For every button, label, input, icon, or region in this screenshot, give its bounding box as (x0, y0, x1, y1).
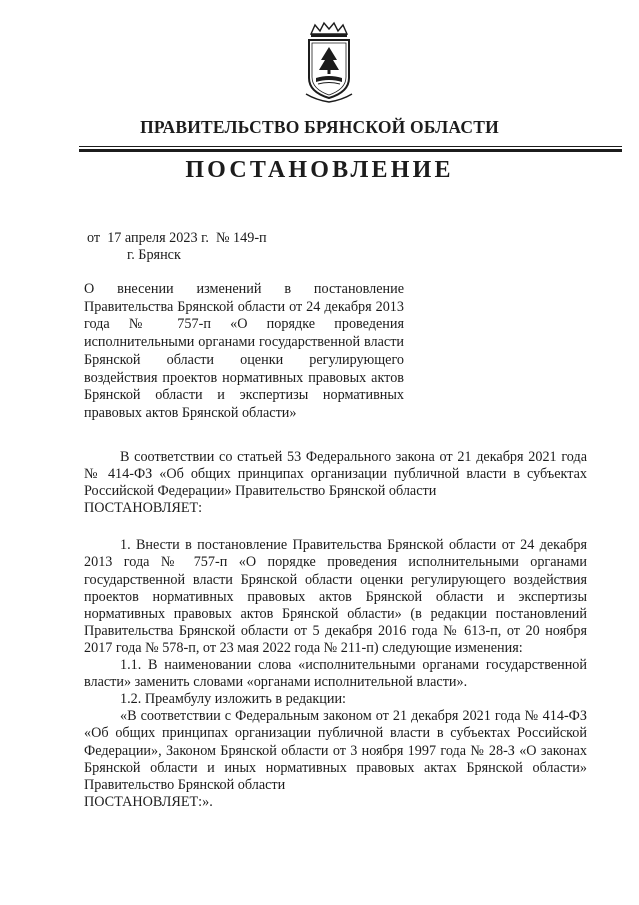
preamble-resolves: ПОСТАНОВЛЯЕТ: (84, 500, 203, 517)
item-1-1: 1.1. В наименовании слова «исполнительными органами государственной власти» заменить словами «органами исполнительной власти». (84, 657, 587, 691)
document-type-title: ПОСТАНОВЛЕНИЕ (185, 157, 454, 183)
header-divider-thin (79, 146, 622, 147)
item-1-2-quote-end: ПОСТАНОВЛЯЕТ:». (84, 793, 213, 810)
government-title: ПРАВИТЕЛЬСТВО БРЯНСКОЙ ОБЛАСТИ (140, 117, 499, 137)
coat-of-arms-icon (302, 20, 356, 104)
item-1: 1. Внести в постановление Правительства Брянской области от 24 декабря 2013 года № 757-п «О порядке проведения исполнительными органами государственной власти Брянской области оценки регулирующего воздействия проектов нормативных правовых актов Брянской области и экспертизы нормативных правовых актов Брянской области» (в редакции постановлений Правительства Брянской области от 5 декабря 2016 года № 613-п, от 20 ноября 2017 года № 578-п, от 23 мая 2022 года № 211-п) следующие изменения: (84, 537, 587, 656)
item-1-2-quote: «В соответствии с Федеральным законом от 21 декабря 2021 года № 414-ФЗ «Об общих принципах организации публичной власти в субъектах Российской Федерации», Законом Брянской области от 3 ноября 1997 года № 28-З «О законах Брянской области и иных нормативных правовых актах Брянской области» Правительство Брянской области (84, 708, 587, 793)
item-1-2: 1.2. Преамбулу изложить в редакции: (120, 691, 346, 708)
document-subject: О внесении изменений в постановление Правительства Брянской области от 24 декабря 2013 года № 757-п «О порядке проведения исполнительными органами государственной власти Брянской области оценки регулирующего воздействия проектов нормативных правовых актов Брянской области и экспертизы нормативных правовых актов Брянской области» (84, 281, 404, 421)
document-city: г. Брянск (127, 247, 181, 263)
header-divider-thick (79, 149, 622, 152)
document-body (84, 449, 587, 811)
preamble-paragraph: В соответствии со статьей 53 Федерального закона от 21 декабря 2021 года № 414-ФЗ «Об общих принципах организации публичной власти в субъектах Российской Федерации» Правительство Брянской области (84, 449, 587, 500)
document-date-number: от 17 апреля 2023 г. № 149-п (87, 230, 267, 246)
